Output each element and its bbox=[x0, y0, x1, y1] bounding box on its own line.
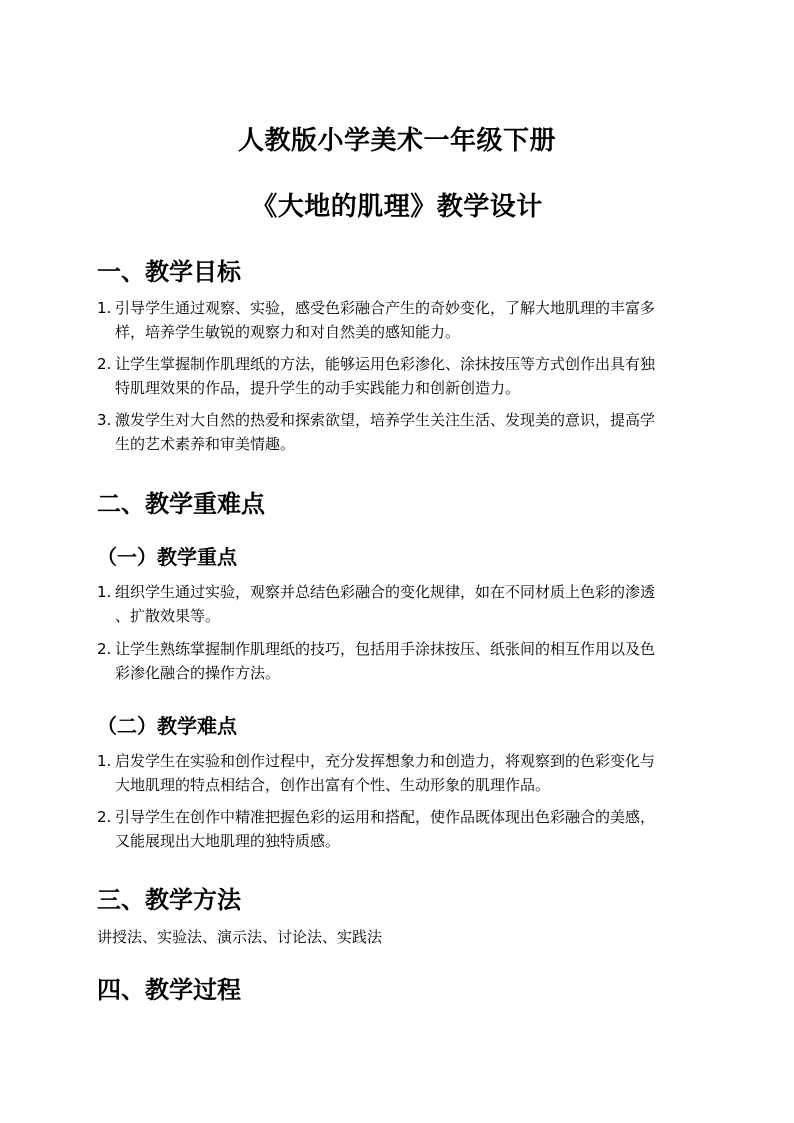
list-item-number: 1. bbox=[97, 752, 112, 770]
list-item-number: 2. bbox=[97, 640, 112, 658]
list-item bbox=[97, 296, 697, 344]
list-item-number: 2. bbox=[97, 355, 112, 373]
list-item-text-line1: 让学生熟练掌握制作肌理纸的技巧，包括用手涂抹按压、纸张间的相互作用以及色 bbox=[115, 640, 656, 658]
list-item bbox=[97, 805, 697, 853]
list-item-number: 1. bbox=[97, 299, 112, 317]
list-item-text-line2: 又能展现出大地肌理的独特质感。 bbox=[115, 832, 341, 850]
list-item-text-line1: 引导学生在创作中精准把握色彩的运用和搭配，使作品既体现出色彩融合的美感， bbox=[115, 808, 656, 826]
list-item bbox=[97, 580, 697, 628]
list-item-text-line1: 启发学生在实验和创作过程中，充分发挥想象力和创造力，将观察到的色彩变化与 bbox=[115, 752, 656, 770]
list-item-text-line2: 生的艺术素养和审美情趣。 bbox=[115, 435, 296, 453]
list-item-text-line2: 、扩散效果等。 bbox=[115, 607, 221, 625]
list-item-number: 3. bbox=[97, 411, 112, 429]
list-item-text-line2: 样，培养学生敏锐的观察力和对自然美的感知能力。 bbox=[115, 323, 461, 341]
list-item bbox=[97, 352, 697, 400]
list-item-text-line2: 特肌理效果的作品，提升学生的动手实践能力和创新创造力。 bbox=[115, 379, 521, 397]
section-heading-methods: 三、教学方法 bbox=[97, 886, 241, 914]
list-item bbox=[97, 637, 697, 685]
list-item-number: 2. bbox=[97, 808, 112, 826]
list-item-number: 1. bbox=[97, 583, 112, 601]
list-item-text-line1: 激发学生对大自然的热爱和探索欲望，培养学生关注生活、发现美的意识，提高学 bbox=[115, 411, 656, 429]
section-heading-keypoints: 二、教学重难点 bbox=[97, 490, 265, 518]
list-item-text-line2: 大地肌理的特点相结合，创作出富有个性、生动形象的肌理作品。 bbox=[115, 776, 551, 794]
document-title-line2: 《大地的肌理》教学设计 bbox=[251, 192, 543, 222]
section-heading-process: 四、教学过程 bbox=[97, 976, 241, 1004]
subsection-heading-difficulty: （二）教学难点 bbox=[97, 714, 237, 738]
list-item-text-line1: 引导学生通过观察、实验，感受色彩融合产生的奇妙变化，了解大地肌理的丰富多 bbox=[115, 299, 656, 317]
section-heading-goals: 一、教学目标 bbox=[97, 258, 241, 286]
list-item-text-line1: 组织学生通过实验，观察并总结色彩融合的变化规律，如在不同材质上色彩的渗透 bbox=[115, 583, 656, 601]
list-item-text-line1: 让学生掌握制作肌理纸的方法，能够运用色彩渗化、涂抹按压等方式创作出具有独 bbox=[115, 355, 656, 373]
document-title-line1: 人教版小学美术一年级下册 bbox=[237, 126, 556, 156]
list-item bbox=[97, 408, 697, 456]
list-item bbox=[97, 749, 697, 797]
subsection-heading-focus: （一）教学重点 bbox=[97, 545, 237, 569]
methods-text: 讲授法、实验法、演示法、讨论法、实践法 bbox=[97, 928, 383, 946]
list-item-text-line2: 彩渗化融合的操作方法。 bbox=[115, 664, 281, 682]
